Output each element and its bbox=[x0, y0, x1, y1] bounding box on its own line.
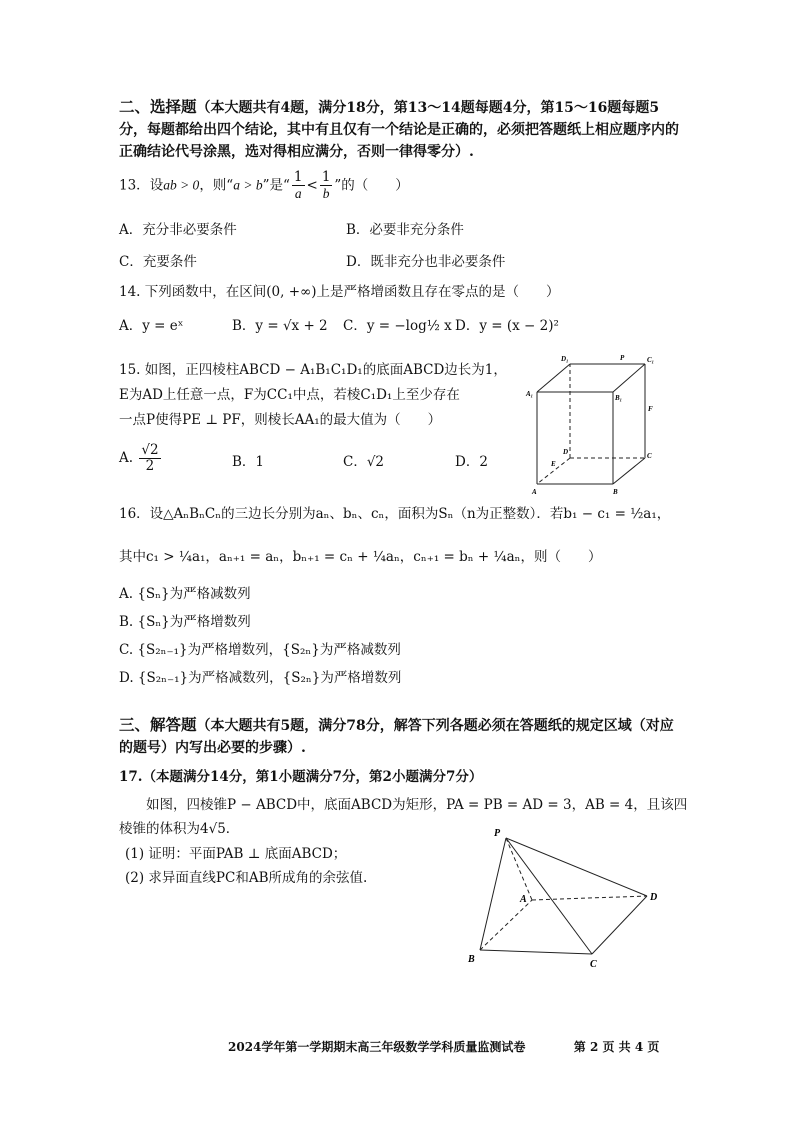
q15-line-3: 一点P使得PE ⊥ PF，则棱长AA₁的最大值为（ ） bbox=[119, 412, 442, 428]
label-D: D bbox=[650, 892, 658, 903]
section-3-header bbox=[119, 714, 679, 759]
q14-option-d: D．y = (x − 2)² bbox=[455, 318, 559, 334]
edge-BC bbox=[613, 458, 645, 484]
edge-AB bbox=[480, 900, 532, 950]
q15-option-c: C．√2 bbox=[343, 454, 385, 470]
label-A: A bbox=[532, 488, 537, 496]
edge-C1B1 bbox=[613, 364, 645, 392]
q13-text: ，则“ bbox=[199, 177, 234, 194]
q13-option-b: B．必要非充分条件 bbox=[346, 222, 464, 238]
section-2-header bbox=[119, 96, 679, 163]
q17-title: 17.（本题满分14分，第1小题满分7分，第2小题满分7分） bbox=[119, 769, 483, 785]
section-3-description: （本大题共有5题，满分78分，解答下列各题必须在答题纸的规定区域（对应的题号）内写出必要的步骤）. bbox=[119, 718, 674, 756]
q13-text: ”的（ ） bbox=[334, 177, 409, 194]
q13-text: 设 bbox=[149, 177, 164, 194]
footer-title: 2024学年第一学期期末高三年级数学学科质量监测试卷 bbox=[228, 1040, 526, 1054]
edge-PB bbox=[480, 838, 506, 950]
q16-line-1: 16．设△AₙBₙCₙ的三边长分别为aₙ、bₙ、cₙ，面积为Sₙ（n为正整数）．若b₁ − c₁ = ½a₁， bbox=[119, 506, 671, 522]
question-13: 13．设ab > 0，则“a > b”是“ $\frac{1}{a}$ < $\frac{1}{b}$ ”的（ ） bbox=[119, 169, 409, 201]
label-E: E bbox=[551, 460, 556, 468]
q16-line-2: 其中c₁ > ¼a₁，aₙ₊₁ = aₙ，bₙ₊₁ = cₙ + ¼aₙ，cₙ₊₁ = bₙ + ¼aₙ，则（ ） bbox=[119, 549, 602, 565]
q13-option-d: D．既非充分也非必要条件 bbox=[346, 254, 506, 270]
edge-D1A1 bbox=[537, 364, 570, 392]
q13-option-a: A．充分非必要条件 bbox=[119, 222, 237, 238]
q15-prism-figure bbox=[525, 348, 675, 496]
page-footer bbox=[228, 1038, 659, 1055]
label-D: D bbox=[563, 448, 569, 456]
q15-line-2: E为AD上任意一点，F为CC₁中点，若棱C₁D₁上至少存在 bbox=[119, 387, 460, 403]
edge-CD bbox=[592, 896, 647, 954]
edge-BC bbox=[480, 950, 592, 954]
label-P: P bbox=[620, 354, 625, 362]
q15-option-a: A. $\frac{√2}{2}$ bbox=[119, 442, 159, 474]
q16-option-b: B. {Sₙ}为严格增数列 bbox=[119, 614, 251, 630]
q13-condition: ab > 0 bbox=[163, 177, 200, 193]
section-2-description: （本大题共有4题，满分18分，第13～14题每题4分，第15～16题每题5分，每题都给出四个结论，其中有且仅有一个结论是正确的，必须把答题纸上相应题序内的正确结论代号涂黑，选对得相应满分，否则一律得零分）. bbox=[119, 100, 679, 160]
q16-option-d: D. {S₂ₙ₋₁}为严格减数列，{S₂ₙ}为严格增数列 bbox=[119, 670, 402, 686]
q13-text: ”是“ bbox=[262, 177, 290, 194]
footer-page-number: 第 2 页 共 4 页 bbox=[573, 1040, 660, 1054]
label-C: C bbox=[590, 959, 597, 970]
q17-pyramid-figure bbox=[462, 826, 672, 970]
q16-option-c: C. {S₂ₙ₋₁}为严格增数列，{S₂ₙ}为严格减数列 bbox=[119, 642, 401, 658]
q13-fraction-2: $\frac{1}{b}$ bbox=[321, 169, 331, 201]
q17-sub-2: (2) 求异面直线PC和AB所成角的余弦值. bbox=[125, 870, 368, 886]
q13-number: 13． bbox=[119, 177, 150, 194]
q13-proposition: a > b bbox=[233, 177, 263, 193]
label-C: C bbox=[647, 452, 652, 460]
q14-option-b: B．y = √x + 2 bbox=[232, 318, 328, 334]
label-C1: C₁ bbox=[647, 356, 655, 364]
q17-sub-1: (1) 证明：平面PAB ⊥ 底面ABCD； bbox=[125, 846, 347, 862]
q17-line-2: 棱锥的体积为4√5． bbox=[119, 821, 240, 837]
q15-option-a-fraction: $\frac{√2}{2}$ bbox=[141, 442, 159, 474]
q14-option-c: C．y = −log½ x bbox=[343, 318, 452, 334]
q13-fraction-1: $\frac{1}{a}$ bbox=[293, 169, 303, 201]
label-B: B bbox=[468, 954, 475, 965]
q17-line-1: 如图，四棱锥P − ABCD中，底面ABCD为矩形，PA = PB = AD = 3，AB = 4，且该四 bbox=[146, 797, 688, 813]
label-B1: B₁ bbox=[615, 394, 623, 402]
label-F: F bbox=[648, 405, 653, 413]
q13-option-c: C．充要条件 bbox=[119, 254, 197, 270]
q15-line-1: 15. 如图，正四棱柱ABCD − A₁B₁C₁D₁的底面ABCD边长为1， bbox=[119, 362, 507, 378]
question-14: 14. 下列函数中，在区间(0, +∞)上是严格增函数且存在零点的是（ ） bbox=[119, 284, 560, 300]
q15-option-d: D．2 bbox=[455, 454, 488, 470]
q15-option-b: B．1 bbox=[232, 454, 265, 470]
label-P: P bbox=[494, 828, 501, 839]
label-A1: A₁ bbox=[526, 390, 534, 398]
label-B: B bbox=[613, 488, 618, 496]
q14-option-a: A．y = eˣ bbox=[119, 318, 184, 334]
label-A: A bbox=[520, 894, 527, 905]
label-D1: D₁ bbox=[561, 355, 569, 363]
section-3-title: 三、解答题 bbox=[119, 715, 197, 734]
q16-option-a: A. {Sₙ}为严格减数列 bbox=[119, 586, 251, 602]
section-2-title: 二、选择题 bbox=[119, 97, 197, 116]
